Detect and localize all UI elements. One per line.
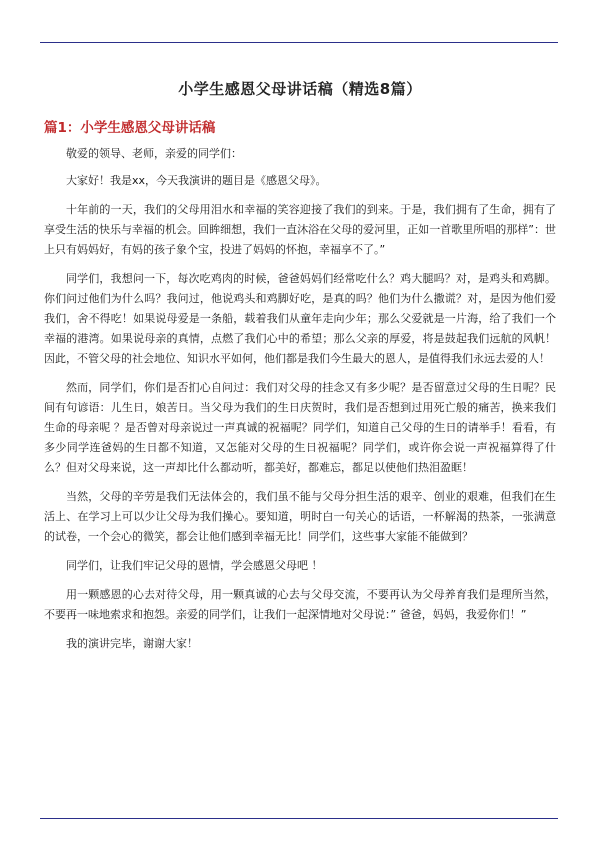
speech-body bbox=[44, 144, 556, 663]
paragraph-greeting: 大家好！我是xx，今天我演讲的题目是《感恩父母》。 bbox=[66, 174, 327, 187]
paragraph: 当然，父母的辛劳是我们无法体会的，我们虽不能与父母分担生活的艰辛、创业的艰难，但我们在生活上、在学习上可以少让父母为我们操心。要知道，明时白一句关心的话语，一杯解渴的热茶，一张满意的试卷，一个会心的微笑，都会让他们感到幸福无比！同学们，这些事大家能不能做到？ bbox=[44, 490, 556, 543]
bottom-rule bbox=[40, 818, 558, 819]
top-rule bbox=[40, 42, 558, 43]
paragraph: 十年前的一天，我们的父母用泪水和幸福的笑容迎接了我们的到来。于是，我们拥有了生命，拥有了享受生活的快乐与幸福的机会。回眸细想，我们一直沐浴在父母的爱河里，正如一首歌里所唱的那样”：世上只有妈妈好，有妈的孩子象个宝，投进了妈妈的怀抱，幸福享不了。” bbox=[44, 203, 556, 256]
section-heading: 篇1：小学生感恩父母讲话稿 bbox=[44, 120, 216, 136]
paragraph: 然而，同学们，你们是否扪心自问过：我们对父母的挂念又有多少呢？是否留意过父母的生日呢？民间有句谚语：儿生日，娘苦日。当父母为我们的生日庆贺时，我们是否想到过用死亡般的痛苦，换来我们生命的母亲呢 ？是否曾对母亲说过一声真诚的祝福呢？同学们，知道自己父母的生日的请举手！看看，有多少同学连爸妈的生日都不知道，又怎能对父母的生日祝福呢？同学们，或许你会说一声祝福算得了什么？但对父母来说，这一声却比什么都动听，都美好，都难忘，都足以使他们热泪盈眶！ bbox=[44, 381, 556, 474]
document-title: 小学生感恩父母讲话稿（精选8篇） bbox=[178, 80, 422, 98]
paragraph: 用一颗感恩的心去对待父母，用一颗真诚的心去与父母交流，不要再认为父母养育我们是理所当然，不要再一味地索求和抱怨。亲爱的同学们，让我们一起深情地对父母说：” 爸爸，妈妈，我爱你们！” bbox=[44, 588, 556, 621]
paragraph-salutation: 敬爱的领导、老师，亲爱的同学们： bbox=[66, 147, 242, 160]
paragraph: 同学们，让我们牢记父母的恩情，学会感恩父母吧 ！ bbox=[66, 559, 323, 572]
paragraph: 同学们，我想问一下，每次吃鸡肉的时候，爸爸妈妈们经常吃什么？鸡大腿吗？对，是鸡头和鸡脚。你们问过他们为什么吗？我问过，他说鸡头和鸡脚好吃，是真的吗？他们为什么撒谎？对，是因为他们爱我们，舍不得吃！如果说母爱是一条船，载着我们从童年走向少年；那么父爱就是一片海，给了我们一个幸福的港湾。如果说母亲的真情，点燃了我们心中的希望；那么父亲的厚爱，将是鼓起我们远航的风帆！因此，不管父母的社会地位、知识水平如何，他们都是我们今生最大的恩人，是值得我们永远去爱的人！ bbox=[44, 272, 556, 365]
paragraph-closing: 我的演讲完毕，谢谢大家！ bbox=[66, 637, 198, 650]
